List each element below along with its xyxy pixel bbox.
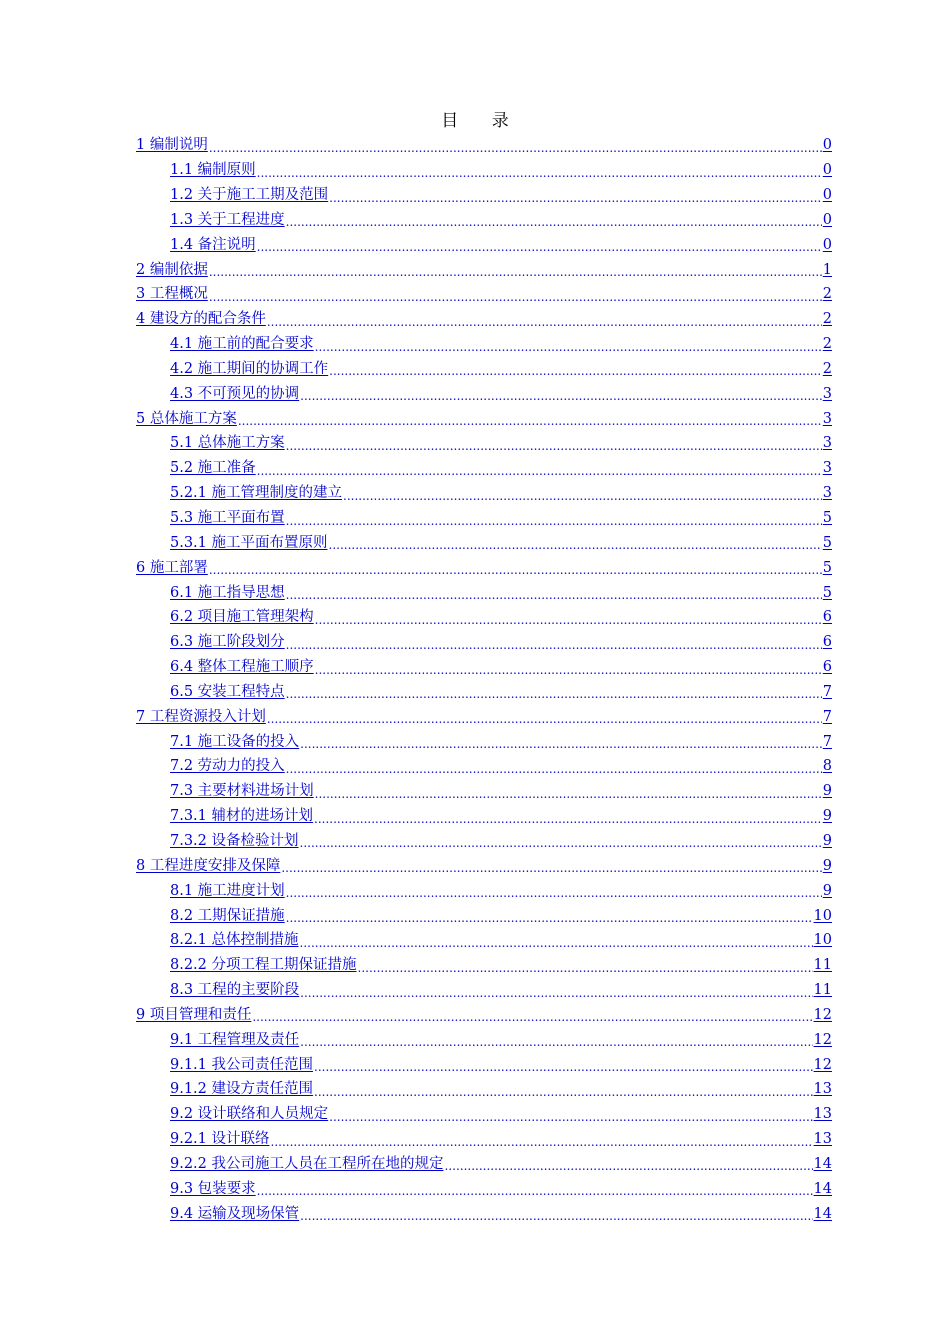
toc-entry-title: 8.3 工程的主要阶段 bbox=[170, 982, 300, 999]
toc-entry[interactable] bbox=[136, 1173, 832, 1198]
toc-entry[interactable] bbox=[136, 950, 832, 975]
toc-entry[interactable] bbox=[136, 1074, 832, 1099]
toc-entry[interactable] bbox=[136, 602, 832, 627]
toc-dot-leader bbox=[315, 338, 822, 352]
toc-dot-leader bbox=[315, 661, 822, 675]
toc-entry-page-number: 6 bbox=[822, 634, 832, 651]
toc-entry[interactable] bbox=[136, 652, 832, 677]
toc-dot-leader bbox=[343, 487, 822, 501]
toc-entry-page-number: 6 bbox=[822, 609, 832, 626]
toc-entry-title: 8.1 施工进度计划 bbox=[170, 882, 285, 899]
toc-entry-page-number: 3 bbox=[822, 485, 832, 502]
toc-entry[interactable] bbox=[136, 180, 832, 205]
toc-entry-title: 7.1 施工设备的投入 bbox=[170, 733, 300, 750]
toc-dot-leader bbox=[314, 1083, 813, 1097]
toc-entry[interactable] bbox=[136, 1099, 832, 1124]
toc-entry-page-number: 13 bbox=[813, 1081, 832, 1098]
toc-entry-title: 7.3.2 设备检验计划 bbox=[170, 832, 299, 849]
toc-entry-page-number: 9 bbox=[822, 882, 832, 899]
toc-entry-page-number: 9 bbox=[822, 832, 832, 849]
toc-entry-page-number: 9 bbox=[822, 857, 832, 874]
toc-dot-leader bbox=[329, 1108, 812, 1122]
toc-entry-page-number: 10 bbox=[813, 932, 832, 949]
toc-dot-leader bbox=[286, 586, 822, 600]
toc-entry[interactable] bbox=[136, 1124, 832, 1149]
toc-dot-leader bbox=[267, 710, 822, 724]
toc-entry[interactable] bbox=[136, 975, 832, 1000]
toc-entry[interactable] bbox=[136, 1049, 832, 1074]
toc-entry-page-number: 0 bbox=[822, 137, 832, 154]
toc-dot-leader bbox=[300, 834, 822, 848]
toc-entry-title: 9.2 设计联络和人员规定 bbox=[170, 1106, 329, 1123]
toc-entry-title: 1.4 备注说明 bbox=[170, 236, 256, 253]
toc-dot-leader bbox=[315, 785, 822, 799]
toc-entry[interactable] bbox=[136, 279, 832, 304]
toc-entry-page-number: 3 bbox=[822, 410, 832, 427]
toc-dot-leader bbox=[252, 1008, 812, 1022]
toc-entry[interactable] bbox=[136, 1198, 832, 1223]
toc-dot-leader bbox=[286, 760, 822, 774]
toc-entry-page-number: 3 bbox=[822, 460, 832, 477]
toc-entry-page-number: 2 bbox=[822, 286, 832, 303]
toc-entry[interactable] bbox=[136, 428, 832, 453]
toc-entry-title: 8.2.1 总体控制措施 bbox=[170, 932, 299, 949]
toc-entry[interactable] bbox=[136, 577, 832, 602]
toc-dot-leader bbox=[315, 611, 822, 625]
toc-entry[interactable] bbox=[136, 826, 832, 851]
toc-entry[interactable] bbox=[136, 801, 832, 826]
toc-entry-title: 9.1 工程管理及责任 bbox=[170, 1031, 300, 1048]
toc-entry-page-number: 11 bbox=[813, 982, 832, 999]
toc-entry[interactable] bbox=[136, 627, 832, 652]
toc-dot-leader bbox=[257, 238, 822, 252]
toc-dot-leader bbox=[329, 536, 822, 550]
toc-entry-title: 7.3 主要材料进场计划 bbox=[170, 783, 314, 800]
toc-dot-leader bbox=[257, 1182, 813, 1196]
toc-entry-title: 9.2.2 我公司施工人员在工程所在地的规定 bbox=[170, 1155, 444, 1172]
toc-dot-leader bbox=[445, 1157, 813, 1171]
page-title: 目 录 bbox=[441, 111, 523, 131]
toc-entry[interactable] bbox=[136, 205, 832, 230]
toc-dot-leader bbox=[300, 934, 813, 948]
toc-entry[interactable] bbox=[136, 1024, 832, 1049]
toc-dot-leader bbox=[257, 164, 822, 178]
toc-entry-title: 6.1 施工指导思想 bbox=[170, 584, 285, 601]
toc-dot-leader bbox=[267, 313, 822, 327]
toc-entry-page-number: 7 bbox=[822, 708, 832, 725]
toc-entry[interactable] bbox=[136, 776, 832, 801]
toc-dot-leader bbox=[286, 512, 822, 526]
toc-dot-leader bbox=[300, 1207, 812, 1221]
toc-entry-page-number: 9 bbox=[822, 808, 832, 825]
toc-entry-title: 5.2.1 施工管理制度的建立 bbox=[170, 485, 343, 502]
toc-entry-title: 1 编制说明 bbox=[136, 137, 208, 154]
toc-entry-title: 1.1 编制原则 bbox=[170, 162, 256, 179]
toc-dot-leader bbox=[314, 1058, 813, 1072]
toc-entry[interactable] bbox=[136, 304, 832, 329]
toc-entry-title: 8 工程进度安排及保障 bbox=[136, 857, 281, 874]
toc-entry-title: 1.3 关于工程进度 bbox=[170, 211, 285, 228]
toc-dot-leader bbox=[286, 685, 822, 699]
toc-entry[interactable] bbox=[136, 254, 832, 279]
toc-entry-title: 6.4 整体工程施工顺序 bbox=[170, 659, 314, 676]
table-of-contents bbox=[136, 130, 832, 1223]
toc-entry-title: 9.2.1 设计联络 bbox=[170, 1131, 270, 1148]
toc-entry-page-number: 11 bbox=[813, 957, 832, 974]
toc-dot-leader bbox=[358, 959, 813, 973]
toc-entry-page-number: 5 bbox=[822, 584, 832, 601]
toc-entry-title: 6.5 安装工程特点 bbox=[170, 683, 285, 700]
toc-entry-title: 7.3.1 辅材的进场计划 bbox=[170, 808, 314, 825]
toc-entry-page-number: 7 bbox=[822, 733, 832, 750]
toc-entry-title: 6.2 项目施工管理架构 bbox=[170, 609, 314, 626]
toc-dot-leader bbox=[300, 984, 812, 998]
toc-entry-page-number: 0 bbox=[822, 211, 832, 228]
toc-entry-page-number: 5 bbox=[822, 534, 832, 551]
toc-dot-leader bbox=[257, 462, 822, 476]
toc-entry-title: 5.3.1 施工平面布置原则 bbox=[170, 534, 328, 551]
toc-entry-title: 5 总体施工方案 bbox=[136, 410, 237, 427]
toc-entry-page-number: 3 bbox=[822, 435, 832, 452]
toc-entry-page-number: 14 bbox=[813, 1180, 832, 1197]
toc-dot-leader bbox=[286, 213, 822, 227]
toc-entry[interactable] bbox=[136, 677, 832, 702]
toc-entry-page-number: 6 bbox=[822, 659, 832, 676]
toc-entry-title: 3 工程概况 bbox=[136, 286, 208, 303]
toc-entry-page-number: 8 bbox=[822, 758, 832, 775]
toc-entry-page-number: 0 bbox=[822, 236, 832, 253]
toc-entry[interactable] bbox=[136, 229, 832, 254]
toc-dot-leader bbox=[209, 561, 822, 575]
toc-dot-leader bbox=[286, 909, 813, 923]
toc-entry-title: 9 项目管理和责任 bbox=[136, 1006, 252, 1023]
toc-entry-page-number: 1 bbox=[822, 261, 832, 278]
toc-entry-title: 1.2 关于施工工期及范围 bbox=[170, 187, 329, 204]
toc-entry-title: 9.1.1 我公司责任范围 bbox=[170, 1056, 314, 1073]
toc-entry-title: 7.2 劳动力的投入 bbox=[170, 758, 285, 775]
toc-entry-page-number: 2 bbox=[822, 360, 832, 377]
toc-entry-title: 8.2 工期保证措施 bbox=[170, 907, 285, 924]
toc-entry[interactable] bbox=[136, 701, 832, 726]
toc-entry-page-number: 10 bbox=[813, 907, 832, 924]
toc-entry[interactable] bbox=[136, 751, 832, 776]
toc-entry-page-number: 0 bbox=[822, 162, 832, 179]
toc-entry[interactable] bbox=[136, 726, 832, 751]
toc-entry-title: 4.2 施工期间的协调工作 bbox=[170, 360, 329, 377]
toc-entry-title: 5.3 施工平面布置 bbox=[170, 510, 285, 526]
toc-entry-title: 4 建设方的配合条件 bbox=[136, 311, 266, 328]
toc-dot-leader bbox=[281, 859, 821, 873]
toc-entry-title: 6 施工部署 bbox=[136, 559, 208, 576]
toc-entry-page-number: 12 bbox=[813, 1031, 832, 1048]
toc-entry-title: 4.1 施工前的配合要求 bbox=[170, 336, 314, 353]
toc-entry-title: 6.3 施工阶段划分 bbox=[170, 634, 285, 651]
toc-entry[interactable] bbox=[136, 403, 832, 428]
toc-entry-page-number: 5 bbox=[822, 559, 832, 576]
toc-entry-page-number: 5 bbox=[822, 510, 832, 526]
toc-dot-leader bbox=[209, 139, 822, 153]
toc-entry-title: 4.3 不可预见的协调 bbox=[170, 385, 300, 402]
toc-dot-leader bbox=[329, 362, 822, 376]
toc-entry[interactable] bbox=[136, 329, 832, 354]
toc-entry[interactable] bbox=[136, 503, 832, 528]
toc-entry-page-number: 12 bbox=[813, 1056, 832, 1073]
toc-entry-page-number: 0 bbox=[822, 187, 832, 204]
toc-dot-leader bbox=[329, 189, 822, 203]
toc-dot-leader bbox=[209, 263, 822, 277]
toc-entry[interactable] bbox=[136, 875, 832, 900]
toc-entry-page-number: 13 bbox=[813, 1131, 832, 1148]
toc-entry[interactable] bbox=[136, 453, 832, 478]
toc-entry-title: 9.3 包装要求 bbox=[170, 1180, 256, 1197]
toc-entry[interactable] bbox=[136, 130, 832, 155]
toc-entry[interactable] bbox=[136, 528, 832, 553]
toc-entry[interactable] bbox=[136, 378, 832, 403]
toc-dot-leader bbox=[300, 387, 822, 401]
toc-entry-title: 5.2 施工准备 bbox=[170, 460, 256, 477]
toc-entry[interactable] bbox=[136, 900, 832, 925]
toc-dot-leader bbox=[209, 288, 822, 302]
toc-entry-title: 9.1.2 建设方责任范围 bbox=[170, 1081, 314, 1098]
toc-entry-title: 8.2.2 分项工程工期保证措施 bbox=[170, 957, 357, 974]
toc-entry-page-number: 2 bbox=[822, 311, 832, 328]
toc-dot-leader bbox=[238, 412, 822, 426]
toc-entry-page-number: 3 bbox=[822, 385, 832, 402]
toc-entry[interactable] bbox=[136, 925, 832, 950]
toc-entry-title: 7 工程资源投入计划 bbox=[136, 708, 266, 725]
toc-entry-page-number: 14 bbox=[813, 1205, 832, 1222]
toc-dot-leader bbox=[300, 735, 822, 749]
toc-entry-page-number: 14 bbox=[813, 1155, 832, 1172]
toc-entry-page-number: 12 bbox=[813, 1006, 832, 1023]
toc-dot-leader bbox=[286, 884, 822, 898]
toc-entry[interactable] bbox=[136, 552, 832, 577]
toc-dot-leader bbox=[314, 810, 822, 824]
toc-entry[interactable] bbox=[136, 1000, 832, 1025]
toc-entry-title: 9.4 运输及现场保管 bbox=[170, 1205, 300, 1222]
toc-entry[interactable] bbox=[136, 155, 832, 180]
toc-dot-leader bbox=[286, 636, 822, 650]
toc-entry[interactable] bbox=[136, 850, 832, 875]
toc-entry[interactable] bbox=[136, 354, 832, 379]
toc-dot-leader bbox=[271, 1133, 813, 1147]
toc-entry-page-number: 13 bbox=[813, 1106, 832, 1123]
toc-entry-title: 5.1 总体施工方案 bbox=[170, 435, 285, 452]
toc-entry-title: 2 编制依据 bbox=[136, 261, 208, 278]
toc-entry-page-number: 9 bbox=[822, 783, 832, 800]
toc-entry-page-number: 7 bbox=[822, 683, 832, 700]
toc-dot-leader bbox=[300, 1033, 812, 1047]
toc-entry[interactable] bbox=[136, 1149, 832, 1174]
toc-dot-leader bbox=[286, 437, 822, 451]
toc-entry[interactable] bbox=[136, 478, 832, 503]
toc-entry-page-number: 2 bbox=[822, 336, 832, 353]
